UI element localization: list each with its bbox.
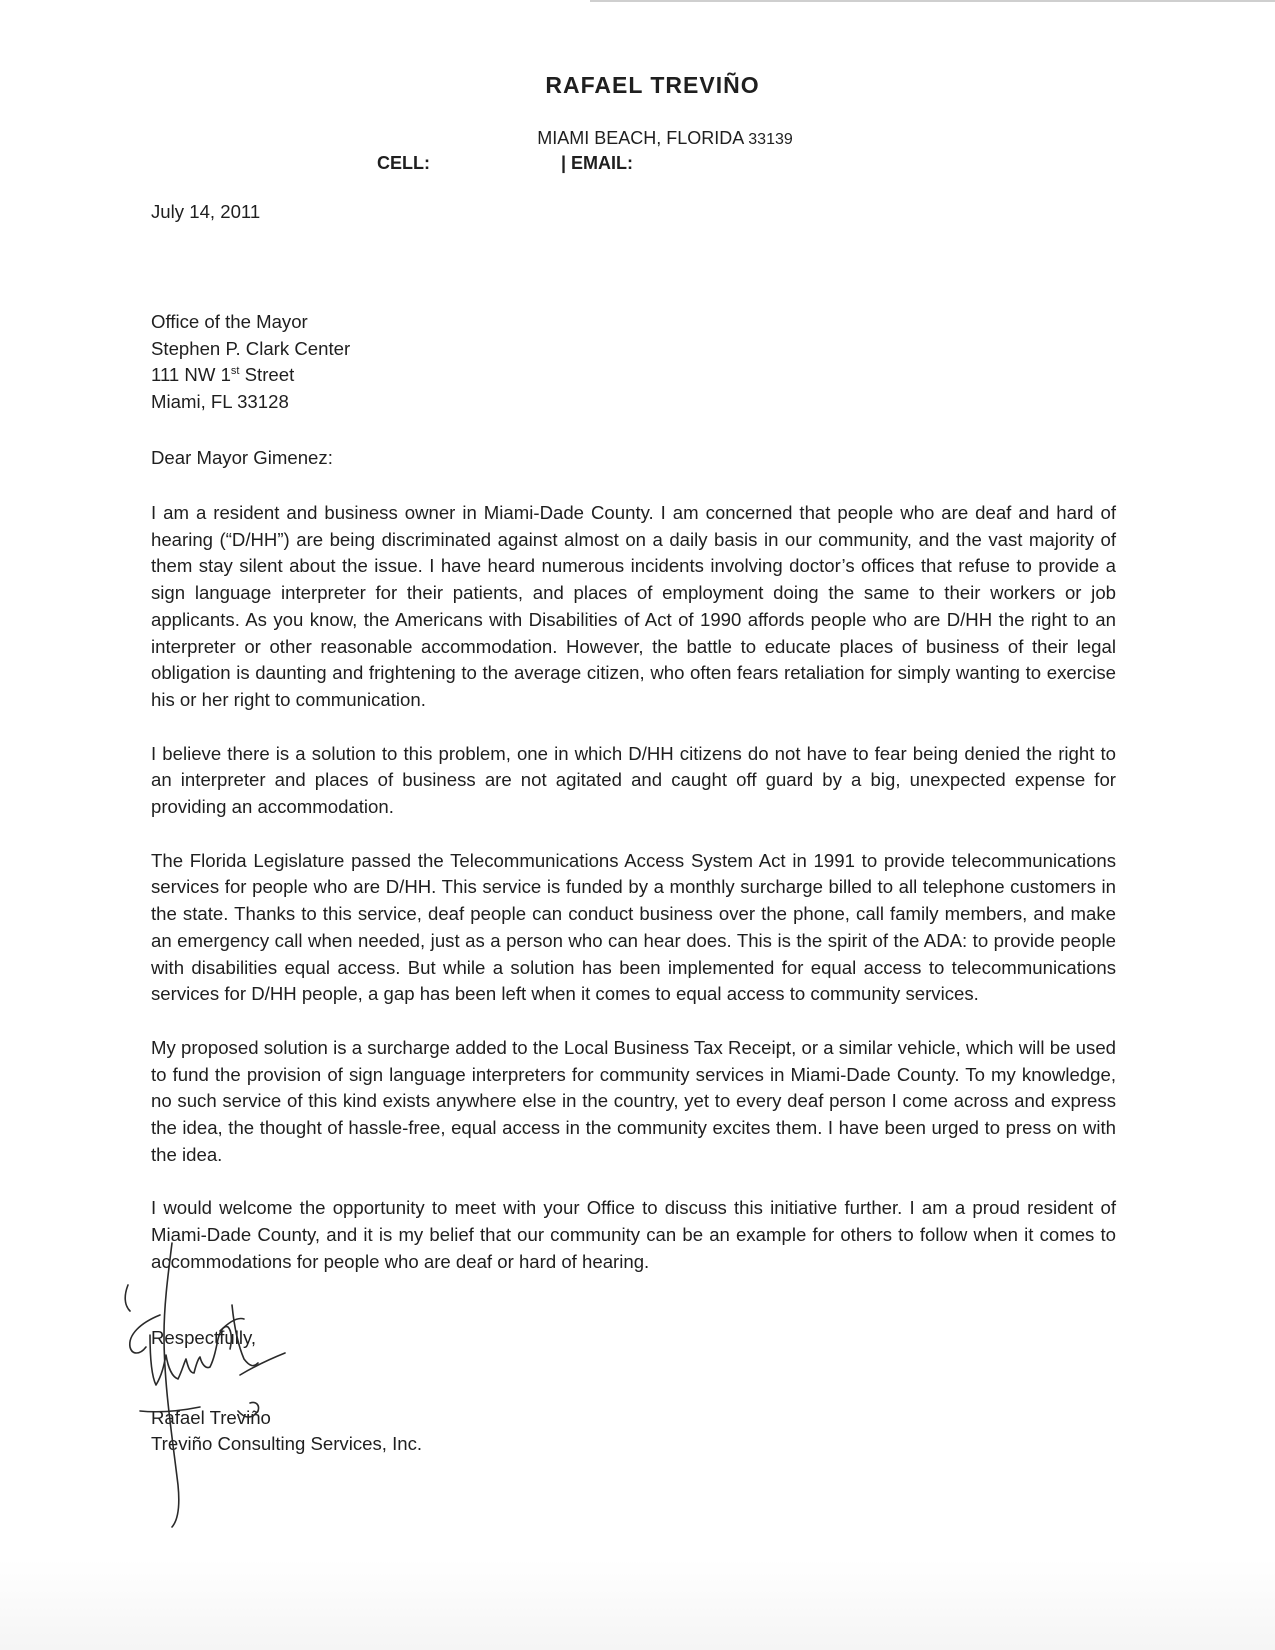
letterhead-cell-label: CELL:: [377, 153, 430, 173]
closing: Respectfully,: [151, 1327, 257, 1348]
recipient-address: [151, 309, 1116, 415]
letter-body: [151, 500, 1116, 1303]
handwritten-signature-icon: [120, 1235, 320, 1535]
salutation: Dear Mayor Gimenez:: [151, 447, 333, 468]
body-paragraph: I am a resident and business owner in Miami-Dade County. I am concerned that people who are deaf and hard of hearing (“D/HH”) are being discriminated against almost on a daily basis in our community, and the vast majority of them stay silent about the issue. I have heard numerous incidents involving doctor’s offices that refuse to provide a sign language interpreter for their patients, and places of employment doing the same to their workers or job applicants. As you know, the Americans with Disabilities of Act of 1990 affords people who are D/HH the right to an interpreter or other reasonable accommodation. However, the battle to educate places of business of their legal obligation is daunting and frightening to the average citizen, who often fears retaliation for simply wanting to exercise his or her right to communication.: [151, 502, 1116, 710]
body-paragraph: I would welcome the opportunity to meet with your Office to discuss this initiative further. I am a proud resident of Miami-Dade County, and it is my belief that our community can be an example for others to follow when it comes to accommodations for people who are deaf or hard of hearing.: [151, 1197, 1116, 1272]
body-paragraph: My proposed solution is a surcharge added to the Local Business Tax Receipt, or a similar vehicle, which will be used to fund the provision of sign language interpreters for community services in Miami-Dade County. To my knowledge, no such service of this kind exists anywhere else in the country, yet to every deaf person I come across and express the idea, the thought of hassle-free, equal access in the community excites them. I have been urged to press on with the idea.: [151, 1036, 1116, 1165]
body-paragraph: The Florida Legislature passed the Telecommunications Access System Act in 1991 to provide telecommunications services for people who are D/HH. This service is funded by a monthly surcharge billed to all telephone customers in the state. Thanks to this service, deaf people can conduct business over the phone, call family members, and make an emergency call when needed, just as a person who can hear does. This is the spirit of the ADA: to provide people with disabilities equal access. But while a solution has been implemented for equal access to telecommunications services for D/HH people, a gap has been left when it comes to equal access to community services.: [151, 849, 1116, 1005]
scan-bottom-shade: [0, 1560, 1275, 1650]
recipient-line-4: Miami, FL 33128: [151, 390, 289, 412]
recipient-line-3: [151, 362, 1116, 389]
letterhead-city: MIAMI BEACH, FLORIDA: [537, 128, 744, 148]
body-paragraph: I believe there is a solution to this problem, one in which D/HH citizens do not have to fear being denied the right to an interpreter and places of business are not agitated and caught off guard by a big, unexpected expense for providing an accommodation.: [151, 742, 1116, 818]
letterhead-email-label: | EMAIL:: [561, 153, 634, 173]
signature-company: Treviño Consulting Services, Inc.: [151, 1433, 423, 1454]
scan-edge-line: [590, 0, 1275, 2]
recipient-street-name: Street: [239, 364, 295, 385]
letterhead-address: [0, 128, 1275, 149]
recipient-street-ordinal: st: [230, 364, 240, 377]
letter-date: July 14, 2011: [151, 201, 261, 222]
signature-name: Rafael Treviño: [151, 1407, 271, 1428]
recipient-street-number: 111 NW 1: [151, 364, 231, 385]
letterhead-zip: 33139: [748, 131, 793, 148]
recipient-line-2: Stephen P. Clark Center: [151, 337, 351, 359]
letterhead-name: RAFAEL TREVIÑO: [545, 72, 760, 98]
recipient-line-1: Office of the Mayor: [151, 311, 308, 332]
